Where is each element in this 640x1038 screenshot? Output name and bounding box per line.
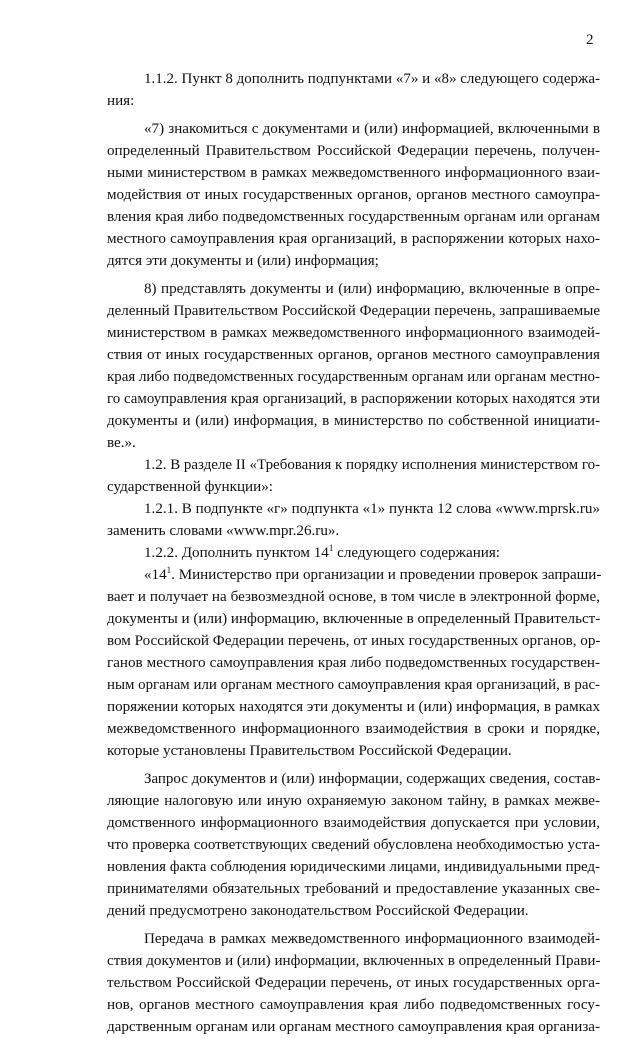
paragraph [107, 564, 600, 762]
text-line: го самоуправления края организаций, в распоряжении которых находятся эти [107, 391, 600, 407]
text-line: министерством в рамках межведомственного информационного взаимодей- [107, 325, 600, 341]
text-line: ганов местного самоуправления края либо подведомственных государствен- [107, 655, 600, 671]
text-line: вает и получает на безвозмездной основе, в том числе в электронной форме, [107, 589, 600, 605]
text-run: . Министерство при организации и проведении проверок запраши- [171, 567, 602, 583]
text-line: Запрос документов и (или) информации, содержащих сведения, состав- [144, 771, 601, 787]
paragraph [107, 278, 600, 454]
text-line: вления края либо подведомственных государственным органам или органам [107, 209, 600, 225]
paragraph [107, 498, 600, 542]
text-line: 8) представлять документы и (или) информацию, включенные в опре- [144, 281, 600, 297]
text-line: тельством Российской Федерации перечень, от иных государственных орга- [107, 975, 600, 991]
paragraph [107, 542, 600, 564]
text-line: поряжении которых находятся эти документы и (или) информация, в рамках [107, 699, 600, 715]
text-line: ве.». [107, 435, 136, 451]
superscript: 1 [328, 543, 334, 553]
paragraph [107, 68, 600, 112]
text-line: 1.1.2. Пункт 8 дополнить подпунктами «7» и «8» следующего содержа- [144, 71, 600, 87]
text-line: Передача в рамках межведомственного информационного взаимодей- [144, 931, 600, 947]
text-line: дятся эти документы и (или) информация; [107, 253, 379, 269]
text-line: ным органам или органам местного самоуправления края организаций, в рас- [107, 677, 600, 693]
text-line: модействия от иных государственных органов, органов местного самоупра- [107, 187, 600, 203]
text-line: дений предусмотрено законодательством Российской Федерации. [107, 903, 529, 919]
text-line: новления факта соблюдения юридическими лицами, индивидуальными пред- [107, 859, 600, 875]
text-line: которые установлены Правительством Российской Федерации. [107, 743, 512, 759]
paragraph [107, 118, 600, 272]
text-line: сударственной функции»: [107, 479, 273, 495]
paragraph [107, 928, 600, 1038]
document-body [107, 68, 600, 1038]
text-line: ствия от иных государственных органов, органов местного самоуправления [107, 347, 600, 363]
text-line: ния: [107, 93, 135, 109]
text-line: деленный Правительством Российской Федерации перечень, запрашиваемые [107, 303, 600, 319]
text-line: документы и (или) информация, в министерство по собственной инициати- [107, 413, 600, 429]
text-line: домственного информационного взаимодействия допускается при условии, [107, 815, 600, 831]
text-run: «14 [144, 567, 167, 583]
text-line: нов, органов местного самоуправления края либо подведомственных госу- [107, 997, 600, 1013]
text-line: края либо подведомственных государственным органам или органам местно- [107, 369, 600, 385]
text-line: дарственным органам или органам местного самоуправления края организа- [107, 1019, 601, 1035]
text-line: документы и (или) информацию, включенные в определенный Правительст- [107, 611, 601, 627]
text-line [107, 542, 600, 564]
text-line: определенный Правительством Российской Федерации перечень, получен- [107, 143, 600, 159]
text-run: 1.2.2. Дополнить пунктом 14 [144, 545, 329, 561]
page-number: 2 [586, 32, 594, 48]
text-line: 1.2. В разделе II «Требования к порядку исполнения министерством го- [144, 457, 601, 473]
text-line: местного самоуправления края организаций, в распоряжении которых нахо- [107, 231, 600, 247]
text-line: что проверка соответствующих сведений обусловлена необходимостью уста- [107, 837, 600, 853]
paragraph [107, 768, 600, 922]
text-run: следующего содержания: [333, 545, 500, 561]
paragraph [107, 454, 600, 498]
text-line [107, 564, 600, 586]
text-line: ствия документов и (или) информации, включенных в определенный Прави- [107, 953, 601, 969]
text-line: 1.2.1. В подпункте «г» подпункта «1» пункта 12 слова «www.mprsk.ru» [144, 501, 600, 517]
text-line: ляющие налоговую или иную охраняемую законом тайну, в рамках межве- [107, 793, 600, 809]
text-line: «7) знакомиться с документами и (или) информацией, включенными в [144, 121, 600, 137]
text-line: заменить словами «www.mpr.26.ru». [107, 523, 340, 539]
text-line: межведомственного информационного взаимодействия в сроки и порядке, [107, 721, 600, 737]
text-line: вом Российской Федерации перечень, от иных государственных органов, ор- [107, 633, 601, 649]
superscript: 1 [166, 565, 172, 575]
text-line: принимателями обязательных требований и предоставление указанных све- [107, 881, 600, 897]
text-line: ными министерством в рамках межведомственного информационного взаи- [107, 165, 600, 181]
